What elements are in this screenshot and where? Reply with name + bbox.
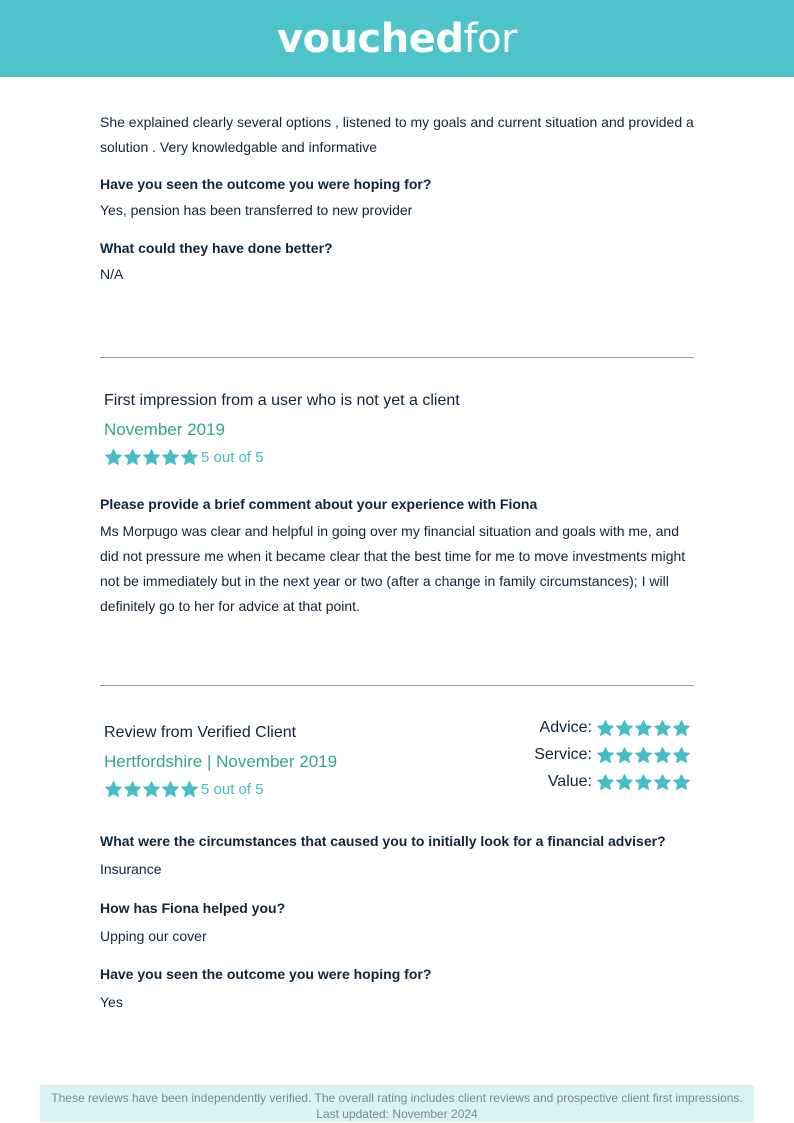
star-icon xyxy=(653,746,672,765)
star-icon xyxy=(104,448,123,467)
star-icon xyxy=(653,773,672,792)
answer: Upping our cover xyxy=(100,928,207,944)
question: Have you seen the outcome you were hoping for? xyxy=(100,176,432,192)
star-icon xyxy=(634,746,653,765)
star-icon xyxy=(672,719,691,738)
header-bar xyxy=(0,0,794,77)
rating-text: 5 out of 5 xyxy=(201,780,264,798)
question: What could they have done better? xyxy=(100,240,333,256)
answer: Yes xyxy=(100,994,123,1010)
star-icon xyxy=(615,719,634,738)
star-icon xyxy=(596,719,615,738)
star-icon xyxy=(123,780,142,799)
star-icon xyxy=(672,746,691,765)
service-label: Service: xyxy=(534,746,592,763)
stars xyxy=(596,746,691,765)
answer: Insurance xyxy=(100,861,162,877)
stars xyxy=(596,773,691,792)
stars xyxy=(104,448,199,467)
divider xyxy=(100,685,694,686)
value-label: Value: xyxy=(547,773,592,790)
question: Have you seen the outcome you were hoping for? xyxy=(100,966,432,982)
review-2-header xyxy=(104,391,698,468)
review-date: November 2019 xyxy=(104,420,225,439)
review-3-header xyxy=(104,723,504,800)
answer: N/A xyxy=(100,266,124,282)
star-icon xyxy=(161,780,180,799)
star-icon xyxy=(634,719,653,738)
stars xyxy=(596,719,691,738)
review-2-body xyxy=(100,494,694,619)
review-1 xyxy=(100,110,694,284)
review-type: Review from Verified Client xyxy=(104,724,297,741)
vouchedfor-logo: vouchedfor xyxy=(277,15,517,62)
footer-note xyxy=(40,1085,754,1122)
star-icon xyxy=(596,773,615,792)
rating-text: 5 out of 5 xyxy=(201,448,264,466)
answer: Yes, pension has been transferred to new provider xyxy=(100,202,413,218)
star-icon xyxy=(596,746,615,765)
star-icon xyxy=(180,448,199,467)
star-rating xyxy=(104,446,698,468)
service-rating xyxy=(534,744,691,766)
review-3-body xyxy=(100,831,694,1012)
star-icon xyxy=(123,448,142,467)
star-icon xyxy=(142,780,161,799)
question: How has Fiona helped you? xyxy=(100,900,286,916)
review-type: First impression from a user who is not yet a client xyxy=(104,392,460,409)
advice-rating xyxy=(540,717,691,739)
star-icon xyxy=(653,719,672,738)
stars xyxy=(104,780,199,799)
value-rating xyxy=(548,771,691,793)
star-icon xyxy=(180,780,199,799)
review-comment: She explained clearly several options , listened to my goals and current situation and provided a solution . Very knowledgable and informative xyxy=(100,114,694,155)
question: Please provide a brief comment about your experience with Fiona xyxy=(100,496,538,512)
star-rating xyxy=(104,778,504,800)
advice-label: Advice: xyxy=(539,719,592,736)
star-icon xyxy=(615,773,634,792)
answer: Ms Morpugo was clear and helpful in going over my financial situation and goals with me, and did not pressure me when it became clear that the best time for me to move investments might not be immediately but in the next year or two (after a change in family circumstances); I will definitely go to her for advice at that point. xyxy=(100,523,686,614)
question: What were the circumstances that caused you to initially look for a financial adviser? xyxy=(100,833,666,849)
star-icon xyxy=(634,773,653,792)
star-icon xyxy=(672,773,691,792)
divider xyxy=(100,357,694,358)
star-icon xyxy=(161,448,180,467)
star-icon xyxy=(142,448,161,467)
star-icon xyxy=(104,780,123,799)
footer-text: These reviews have been independently verified. The overall rating includes client reviews and prospective client first impressions. Last updated: November 2024 xyxy=(51,1091,743,1121)
star-icon xyxy=(615,746,634,765)
review-date: Hertfordshire | November 2019 xyxy=(104,752,338,771)
